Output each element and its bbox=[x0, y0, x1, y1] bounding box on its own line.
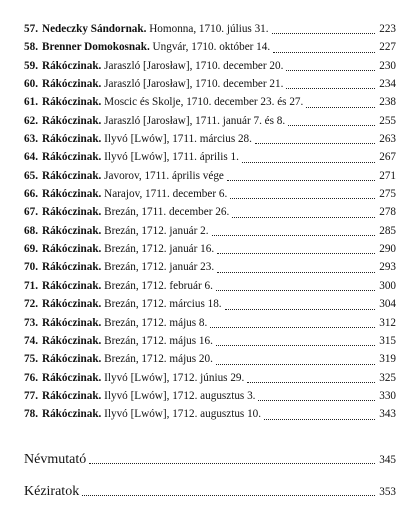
entry-recipient: Rákóczinak. bbox=[41, 133, 102, 146]
page-number: 312 bbox=[379, 316, 396, 329]
dot-leader bbox=[210, 321, 375, 328]
entry-details: Ilyvó [Lwów], 1712. augusztus 3. bbox=[104, 389, 256, 402]
entry-details: Jaraszló [Jarosław], 1710. december 21. bbox=[104, 78, 284, 91]
entry-details: Homonna, 1710. július 31. bbox=[149, 23, 269, 35]
entry-recipient: Rákóczinak. bbox=[41, 243, 102, 256]
page-number: 343 bbox=[379, 408, 396, 421]
toc-entry bbox=[24, 148, 396, 166]
entry-number: 71. bbox=[24, 279, 38, 292]
entry-details: Brezán, 1712. január 16. bbox=[104, 243, 215, 256]
toc-entry bbox=[24, 112, 396, 130]
dot-leader bbox=[255, 137, 375, 144]
page-number: 325 bbox=[379, 371, 396, 384]
entry-number: 63. bbox=[24, 133, 38, 146]
page-number: 285 bbox=[379, 224, 396, 237]
entry-recipient: Rákóczinak. bbox=[41, 151, 102, 164]
entry-details: Brezán, 1711. december 26. bbox=[104, 206, 230, 219]
entry-details: Ungvár, 1710. október 14. bbox=[152, 41, 271, 54]
entry-details: Brezán, 1712. március 18. bbox=[104, 298, 222, 311]
toc-entry bbox=[24, 93, 396, 111]
dot-leader bbox=[227, 174, 375, 181]
entry-number: 67. bbox=[24, 206, 38, 219]
entry-details: Brezán, 1712. május 20. bbox=[104, 353, 213, 366]
entry-recipient: Rákóczinak. bbox=[41, 334, 102, 347]
page-number: 230 bbox=[379, 59, 396, 72]
dot-leader bbox=[306, 101, 375, 108]
entry-number: 75. bbox=[24, 353, 38, 366]
dot-leader bbox=[286, 64, 375, 71]
entry-number: 78. bbox=[24, 408, 38, 421]
entry-number: 65. bbox=[24, 169, 38, 182]
toc-entry bbox=[24, 167, 396, 185]
page-number: 267 bbox=[379, 151, 396, 164]
entry-recipient: Rákóczinak. bbox=[41, 261, 102, 274]
entry-number: 68. bbox=[24, 224, 38, 237]
dot-leader bbox=[232, 211, 375, 218]
entry-number: 70. bbox=[24, 261, 38, 274]
entry-details: Ilyvó [Lwów], 1711. március 28. bbox=[104, 133, 252, 146]
dot-leader bbox=[217, 266, 375, 273]
entry-details: Narajov, 1711. december 6. bbox=[104, 188, 228, 201]
page-number: 238 bbox=[379, 96, 396, 109]
toc-entry bbox=[24, 185, 396, 203]
page-number: 353 bbox=[379, 486, 396, 498]
page-number: 271 bbox=[379, 169, 396, 182]
entry-details: Moscic és Skolje, 1710. december 23. és 27. bbox=[104, 96, 304, 109]
entry-details: Brezán, 1712. május 16. bbox=[104, 334, 213, 347]
toc-entry bbox=[24, 405, 396, 423]
page-number: 293 bbox=[379, 261, 396, 274]
toc-entry bbox=[24, 277, 396, 295]
page-number: 263 bbox=[379, 133, 396, 146]
toc-entry bbox=[24, 20, 396, 38]
page-number: 278 bbox=[379, 206, 396, 219]
entry-recipient: Rákóczinak. bbox=[41, 371, 102, 384]
page-number: 315 bbox=[379, 334, 396, 347]
entry-recipient: Rákóczinak. bbox=[41, 298, 102, 311]
entry-details: Brezán, 1712. január 2. bbox=[104, 224, 209, 237]
toc-entry bbox=[24, 314, 396, 332]
entry-number: 57. bbox=[24, 23, 38, 35]
page-number: 290 bbox=[379, 243, 396, 256]
dot-leader bbox=[217, 247, 375, 254]
entry-recipient: Nedeczky Sándornak. bbox=[41, 23, 147, 35]
dot-leader bbox=[89, 457, 375, 464]
entry-number: 61. bbox=[24, 96, 38, 109]
entry-recipient: Rákóczinak. bbox=[41, 114, 102, 127]
entry-details: Jaraszló [Jarosław], 1711. január 7. és 8. bbox=[104, 114, 286, 127]
entry-recipient: Rákóczinak. bbox=[41, 389, 102, 402]
entry-details: Jaraszló [Jarosław], 1710. december 20. bbox=[104, 59, 284, 72]
entry-number: 58. bbox=[24, 41, 38, 54]
dot-leader bbox=[273, 46, 375, 53]
toc-entry bbox=[24, 350, 396, 368]
dot-leader bbox=[216, 339, 375, 346]
entry-details: Ilyvó [Lwów], 1712. június 29. bbox=[104, 371, 245, 384]
entry-recipient: Rákóczinak. bbox=[41, 353, 102, 366]
entry-details: Ilyvó [Lwów], 1711. április 1. bbox=[104, 151, 239, 164]
entry-recipient: Brenner Domokosnak. bbox=[41, 41, 150, 54]
toc-entry bbox=[24, 57, 396, 75]
dot-leader bbox=[242, 156, 375, 163]
entry-number: 59. bbox=[24, 59, 38, 72]
page-number: 330 bbox=[379, 389, 396, 402]
page-number: 255 bbox=[379, 114, 396, 127]
page-number: 227 bbox=[379, 41, 396, 54]
entry-number: 66. bbox=[24, 188, 38, 201]
page-number: 275 bbox=[379, 188, 396, 201]
entry-number: 62. bbox=[24, 114, 38, 127]
dot-leader bbox=[272, 27, 375, 34]
dot-leader bbox=[225, 303, 375, 310]
dot-leader bbox=[216, 358, 375, 365]
entry-recipient: Rákóczinak. bbox=[41, 206, 102, 219]
toc-entry bbox=[24, 240, 396, 258]
toc-entry bbox=[24, 295, 396, 313]
toc-entry bbox=[24, 38, 396, 56]
entry-number: 69. bbox=[24, 243, 38, 256]
entry-number: 76. bbox=[24, 371, 38, 384]
toc-entry bbox=[24, 130, 396, 148]
toc-entry bbox=[24, 203, 396, 221]
toc-section-nevmutato bbox=[24, 452, 396, 468]
entry-recipient: Rákóczinak. bbox=[41, 169, 102, 182]
toc-entry bbox=[24, 75, 396, 93]
dot-leader bbox=[82, 489, 375, 496]
entry-details: Brezán, 1712. február 6. bbox=[104, 279, 213, 292]
page-number: 304 bbox=[379, 298, 396, 311]
entry-number: 73. bbox=[24, 316, 38, 329]
section-title: Névmutató bbox=[24, 452, 87, 467]
page-number: 345 bbox=[379, 454, 396, 466]
toc-entry bbox=[24, 369, 396, 387]
dot-leader bbox=[286, 82, 375, 89]
dot-leader bbox=[258, 394, 375, 401]
dot-leader bbox=[216, 284, 375, 291]
entry-recipient: Rákóczinak. bbox=[41, 316, 102, 329]
page-number: 234 bbox=[379, 78, 396, 91]
page-number: 300 bbox=[379, 279, 396, 292]
dot-leader bbox=[212, 229, 375, 236]
toc-section-keziratok bbox=[24, 484, 396, 500]
entry-recipient: Rákóczinak. bbox=[41, 59, 102, 72]
entry-recipient: Rákóczinak. bbox=[41, 78, 102, 91]
entry-details: Javorov, 1711. április vége bbox=[104, 169, 224, 182]
entry-recipient: Rákóczinak. bbox=[41, 96, 102, 109]
toc-entry bbox=[24, 222, 396, 240]
entry-details: Brezán, 1712. május 8. bbox=[104, 316, 208, 329]
dot-leader bbox=[247, 376, 375, 383]
page-number: 223 bbox=[379, 23, 396, 35]
section-title: Kéziratok bbox=[24, 484, 80, 499]
toc-entry bbox=[24, 387, 396, 405]
toc-entry bbox=[24, 258, 396, 276]
toc-entry bbox=[24, 332, 396, 350]
entry-number: 77. bbox=[24, 389, 38, 402]
entry-number: 64. bbox=[24, 151, 38, 164]
entry-recipient: Rákóczinak. bbox=[41, 188, 102, 201]
dot-leader bbox=[288, 119, 375, 126]
entry-recipient: Rákóczinak. bbox=[41, 279, 102, 292]
toc-list bbox=[24, 20, 396, 424]
dot-leader bbox=[264, 413, 375, 420]
entry-number: 74. bbox=[24, 334, 38, 347]
entry-details: Brezán, 1712. január 23. bbox=[104, 261, 215, 274]
entry-details: Ilyvó [Lwów], 1712. augusztus 10. bbox=[104, 408, 262, 421]
entry-recipient: Rákóczinak. bbox=[41, 224, 102, 237]
page-number: 319 bbox=[379, 353, 396, 366]
entry-number: 72. bbox=[24, 298, 38, 311]
dot-leader bbox=[230, 192, 375, 199]
entry-recipient: Rákóczinak. bbox=[41, 408, 102, 421]
entry-number: 60. bbox=[24, 78, 38, 91]
